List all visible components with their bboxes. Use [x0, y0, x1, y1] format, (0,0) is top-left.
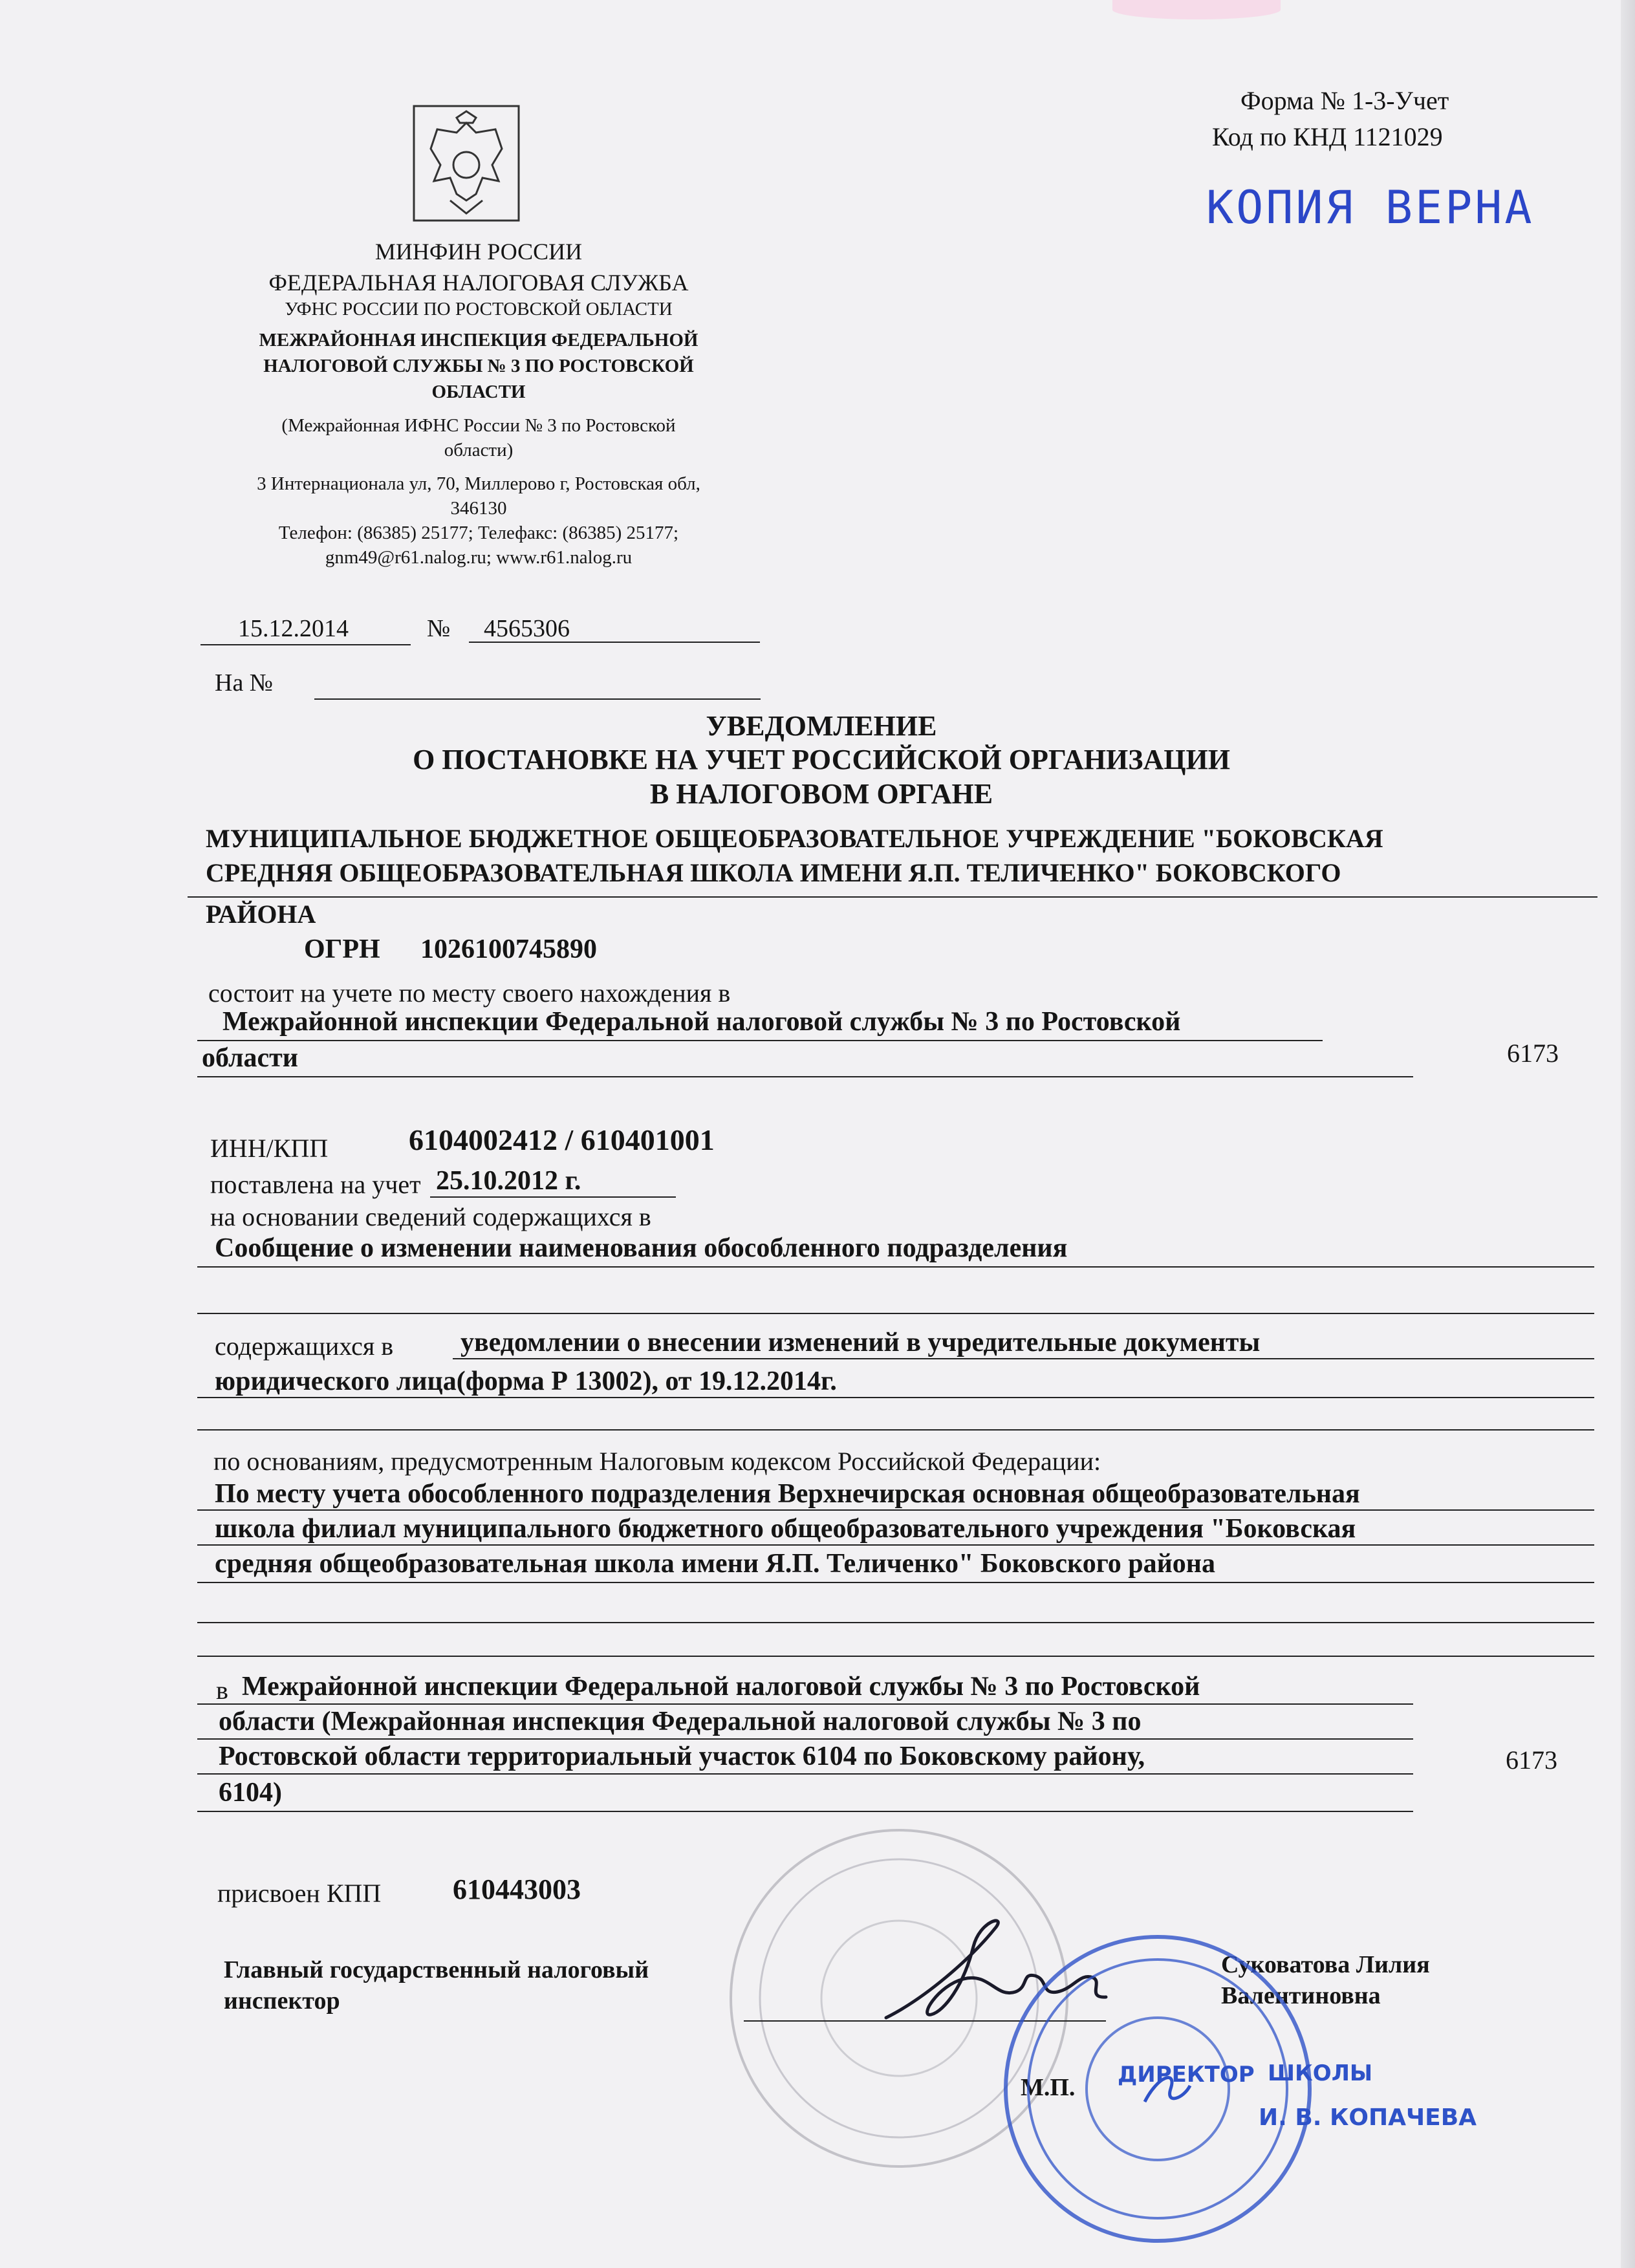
- grounds-underline1: [197, 1509, 1594, 1511]
- kpp-label: присвоен КПП: [217, 1879, 382, 1908]
- grounds-line3: средняя общеобразовательная школа имени Я.П. Теличенко" Боковского района: [215, 1549, 1215, 1579]
- grounds-underline4: [197, 1622, 1594, 1623]
- authority-underline1: [197, 1703, 1413, 1705]
- service-name: ФЕДЕРАЛЬНАЯ НАЛОГОВАЯ СЛУЖБА: [268, 270, 689, 296]
- inn-kpp-value: 6104002412 / 610401001: [409, 1123, 715, 1156]
- registered-at-text: состоит на учете по месту своего нахождения в: [208, 978, 731, 1008]
- notice-subtitle-line1: О ПОСТАНОВКЕ НА УЧЕТ РОССИЙСКОЙ ОРГАНИЗАЦИИ: [413, 744, 1230, 775]
- contained-in-label: содержащихся в: [215, 1332, 394, 1361]
- grounds-underline5: [197, 1656, 1594, 1657]
- basis-document: Сообщение о изменении наименования обособленного подразделения: [215, 1233, 1068, 1263]
- knd-code: Код по КНД 1121029: [1212, 122, 1443, 151]
- grounds-underline3: [197, 1582, 1594, 1583]
- org-name-line2: СРЕДНЯЯ ОБЩЕОБРАЗОВАТЕЛЬНАЯ ШКОЛА ИМЕНИ Я.П. ТЕЛИЧЕНКО" БОКОВСКОГО: [206, 858, 1341, 887]
- inn-kpp-label: ИНН/КПП: [210, 1134, 329, 1163]
- contacts-line1: Телефон: (86385) 25177; Телефакс: (86385) 25177;: [278, 523, 679, 543]
- contained-in-underline3: [197, 1429, 1594, 1431]
- school-stamp-name: И. В. КОПАЧЕВА: [1259, 2104, 1477, 2131]
- contained-in-line1: уведомлении о внесении изменений в учредительные документы: [460, 1328, 1261, 1357]
- basis-underline1: [197, 1266, 1594, 1268]
- notice-subtitle-line2: В НАЛОГОВОМ ОРГАНЕ: [649, 778, 993, 810]
- inspection-name-line3: ОБЛАСТИ: [431, 382, 526, 402]
- ufns-name: УФНС РОССИИ ПО РОСТОВСКОЙ ОБЛАСТИ: [285, 299, 673, 319]
- org-name-line3: РАЙОНА: [206, 900, 316, 929]
- grounds-line2: школа филиал муниципального бюджетного общеобразовательного учреждения "Боковская: [215, 1514, 1356, 1544]
- authority-underline4: [197, 1811, 1413, 1812]
- inspection-short-line2: области): [444, 440, 514, 460]
- contained-in-underline2: [197, 1397, 1594, 1398]
- school-stamp-org: ШКОЛЫ: [1268, 2060, 1373, 2086]
- signer-name-line1: Суковатова Лилия: [1221, 1951, 1430, 1978]
- authority-line1: Межрайонной инспекции Федеральной налоговой службы № 3 по Ростовской: [242, 1672, 1200, 1701]
- registration-date: 25.10.2012 г.: [436, 1166, 581, 1196]
- copy-verified-stamp: КОПИЯ ВЕРНА: [1206, 181, 1535, 234]
- grounds-text: по основаниям, предусмотренным Налоговым кодексом Российской Федерации:: [213, 1447, 1101, 1476]
- registered-authority-underline1: [197, 1040, 1323, 1041]
- address-line2: 346130: [450, 498, 507, 519]
- registered-authority-underline2: [197, 1076, 1413, 1077]
- ogrn-label: ОГРН: [304, 934, 380, 964]
- authority-code: 6173: [1506, 1745, 1557, 1775]
- page-edge: [1621, 0, 1635, 2268]
- basis-text: на основании сведений содержащихся в: [210, 1202, 651, 1231]
- registration-date-underline: [430, 1196, 676, 1198]
- inspection-name-line1: МЕЖРАЙОННАЯ ИНСПЕКЦИЯ ФЕДЕРАЛЬНОЙ: [259, 330, 698, 351]
- authority-line4: 6104): [219, 1778, 282, 1808]
- authority-underline2: [197, 1738, 1413, 1740]
- seal-place-label: М.П.: [1021, 2074, 1076, 2101]
- address-line1: 3 Интернационала ул, 70, Миллерово г, Ростовская обл,: [257, 473, 700, 494]
- contained-in-line2: юридического лица(форма Р 13002), от 19.12.2014г.: [215, 1366, 837, 1396]
- signer-name-line2: Валентиновна: [1221, 1982, 1381, 2009]
- org-name-line1: МУНИЦИПАЛЬНОЕ БЮДЖЕТНОЕ ОБЩЕОБРАЗОВАТЕЛЬНОЕ УЧРЕЖДЕНИЕ "БОКОВСКАЯ: [206, 824, 1383, 853]
- basis-underline2: [197, 1313, 1594, 1314]
- registered-authority-code: 6173: [1507, 1039, 1559, 1068]
- authority-line2: области (Межрайонная инспекция Федеральной налоговой службы № 3 по: [219, 1707, 1142, 1736]
- ministry-name: МИНФИН РОССИИ: [374, 239, 583, 265]
- registration-date-label: поставлена на учет: [210, 1170, 421, 1199]
- date-underline: [200, 644, 411, 645]
- ogrn-value: 1026100745890: [420, 934, 597, 964]
- number-underline: [469, 642, 760, 643]
- inspection-short-line1: (Межрайонная ИФНС России № 3 по Ростовской: [281, 415, 676, 436]
- inspection-name-line2: НАЛОГОВОЙ СЛУЖБЫ № 3 ПО РОСТОВСКОЙ: [263, 356, 694, 376]
- contained-in-underline1: [453, 1358, 1594, 1359]
- grounds-line1: По месту учета обособленного подразделения Верхнечирская основная общеобразовательная: [215, 1479, 1360, 1509]
- signer-position-line2: инспектор: [224, 1987, 340, 2014]
- org-name-underline: [188, 896, 1597, 898]
- signer-position-line1: Главный государственный налоговый: [224, 1956, 649, 1983]
- reference-underline: [314, 698, 761, 700]
- authority-prefix: в: [216, 1676, 228, 1705]
- school-stamp-position: ДИРЕКТОР: [1118, 2062, 1255, 2088]
- document-date: 15.12.2014: [238, 615, 349, 642]
- grounds-underline2: [197, 1544, 1594, 1546]
- contacts-line2: gnm49@r61.nalog.ru; www.r61.nalog.ru: [325, 547, 633, 568]
- form-number: Форма № 1-3-Учет: [1240, 86, 1449, 115]
- document-number-label: №: [427, 615, 451, 642]
- notice-title: УВЕДОМЛЕНИЕ: [706, 710, 937, 742]
- reference-label: На №: [215, 669, 274, 697]
- registered-authority-line2: области: [202, 1043, 298, 1073]
- document-number: 4565306: [484, 615, 570, 642]
- coat-of-arms-icon: [411, 103, 521, 223]
- authority-underline3: [197, 1773, 1413, 1775]
- paper-smudge: [1112, 0, 1281, 19]
- registered-authority-line1: Межрайонной инспекции Федеральной налоговой службы № 3 по Ростовской: [222, 1007, 1181, 1037]
- school-seal-icon: [996, 1927, 1319, 2251]
- kpp-value: 610443003: [453, 1874, 581, 1905]
- authority-line3: Ростовской области территориальный участок 6104 по Боковскому району,: [219, 1742, 1145, 1771]
